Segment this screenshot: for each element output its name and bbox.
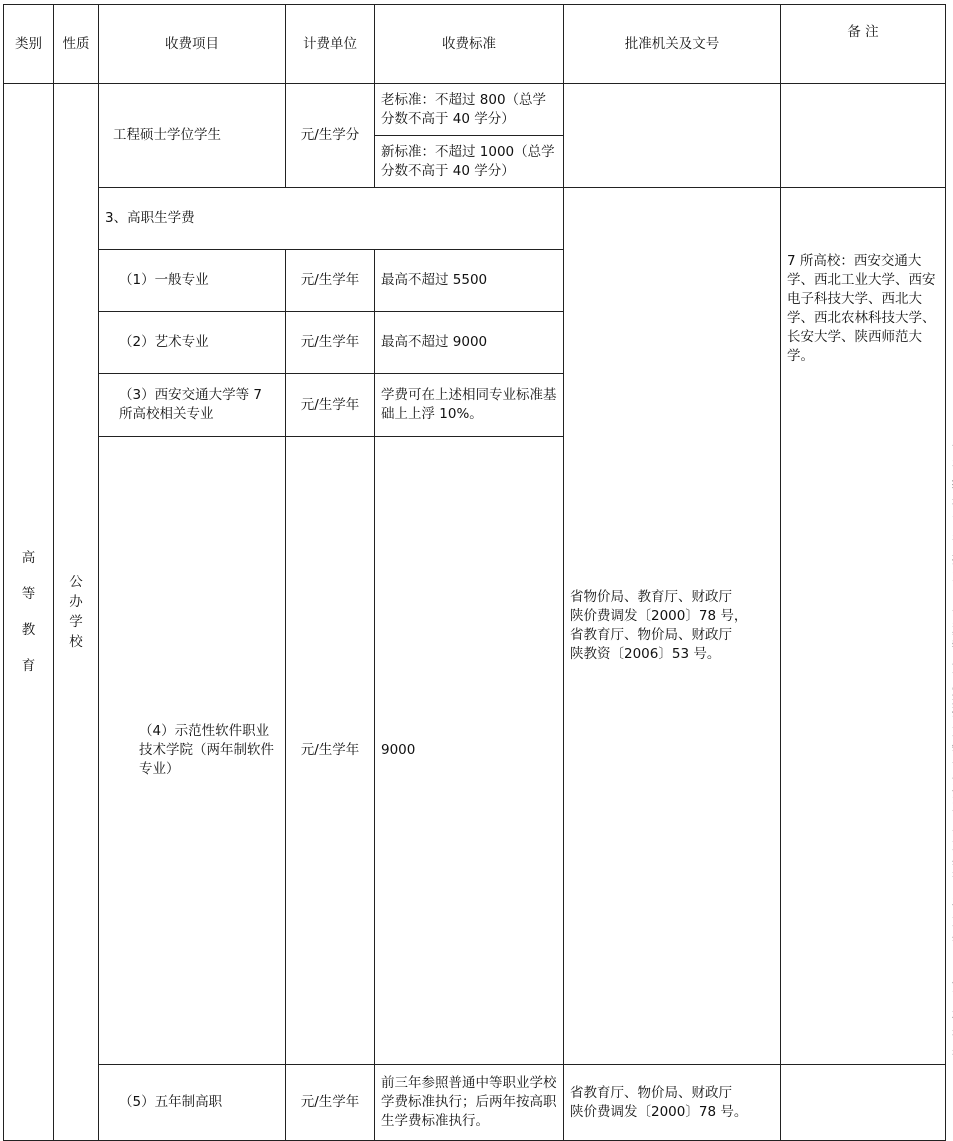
remarks-eng-master: [781, 84, 946, 188]
item-software: （4）示范性软件职业技术学院（两年制软件专业）: [99, 437, 286, 1065]
category-cell: [4, 84, 54, 1141]
standard-eng-new: 新标准：不超过 1000（总学分数不高于 40 学分）: [375, 136, 564, 188]
approval-five-year: 省教育厅、物价局、财政厅 陕价费调发〔2000〕78 号。: [564, 1065, 781, 1141]
unit-software: 元/生学年: [286, 437, 375, 1065]
header-nature: 性质: [54, 5, 99, 84]
header-row: [4, 5, 946, 84]
unit-general: 元/生学年: [286, 250, 375, 312]
standard-eng-old: 老标准：不超过 800（总学分数不高于 40 学分）: [375, 84, 564, 136]
remarks-vocational: 7 所高校：西安交通大学、西北工业大学、西安电子科技大学、西北大学、西北农林科技大学、长安大学、陕西师范大学。: [781, 188, 946, 1065]
table-row: [4, 1065, 946, 1141]
remarks-five-year: [781, 1065, 946, 1141]
table-row: [4, 84, 946, 136]
table-row: [4, 188, 946, 250]
header-approval: 批准机关及文号: [564, 5, 781, 84]
unit-eng-master: 元/生学分: [286, 84, 375, 188]
standard-general: 最高不超过 5500: [375, 250, 564, 312]
header-category: 类别: [4, 5, 54, 84]
header-item: 收费项目: [99, 5, 286, 84]
header-remarks: 备 注: [781, 5, 946, 84]
header-unit: 计费单位: [286, 5, 375, 84]
nature-value: 公办学校: [69, 574, 83, 650]
fee-table: [3, 4, 946, 1141]
standard-xjtu7: 学费可在上述相同专业标准基础上上浮 10%。: [375, 374, 564, 437]
item-arts: （2）艺术专业: [99, 312, 286, 374]
item-general: （1）一般专业: [99, 250, 286, 312]
standard-five-year: 前三年参照普通中等职业学校学费标准执行；后两年按高职生学费标准执行。: [375, 1065, 564, 1141]
section-vocational: 3、高职生学费: [99, 188, 564, 250]
item-xjtu7: （3）西安交通大学等 7 所高校相关专业: [99, 374, 286, 437]
item-eng-master: 工程硕士学位学生: [99, 84, 286, 188]
category-value: 高等教育: [21, 550, 36, 674]
header-standard: 收费标准: [375, 5, 564, 84]
nature-cell: [54, 84, 99, 1141]
standard-arts: 最高不超过 9000: [375, 312, 564, 374]
item-five-year: （5）五年制高职: [99, 1065, 286, 1141]
unit-arts: 元/生学年: [286, 312, 375, 374]
approval-vocational: 省物价局、教育厅、财政厅 陕价费调发〔2000〕78 号， 省教育厅、物价局、财政厅 陕教资〔2006〕53 号。: [564, 188, 781, 1065]
unit-xjtu7: 元/生学年: [286, 374, 375, 437]
approval-eng-master: [564, 84, 781, 188]
unit-five-year: 元/生学年: [286, 1065, 375, 1141]
standard-software: 9000: [375, 437, 564, 1065]
